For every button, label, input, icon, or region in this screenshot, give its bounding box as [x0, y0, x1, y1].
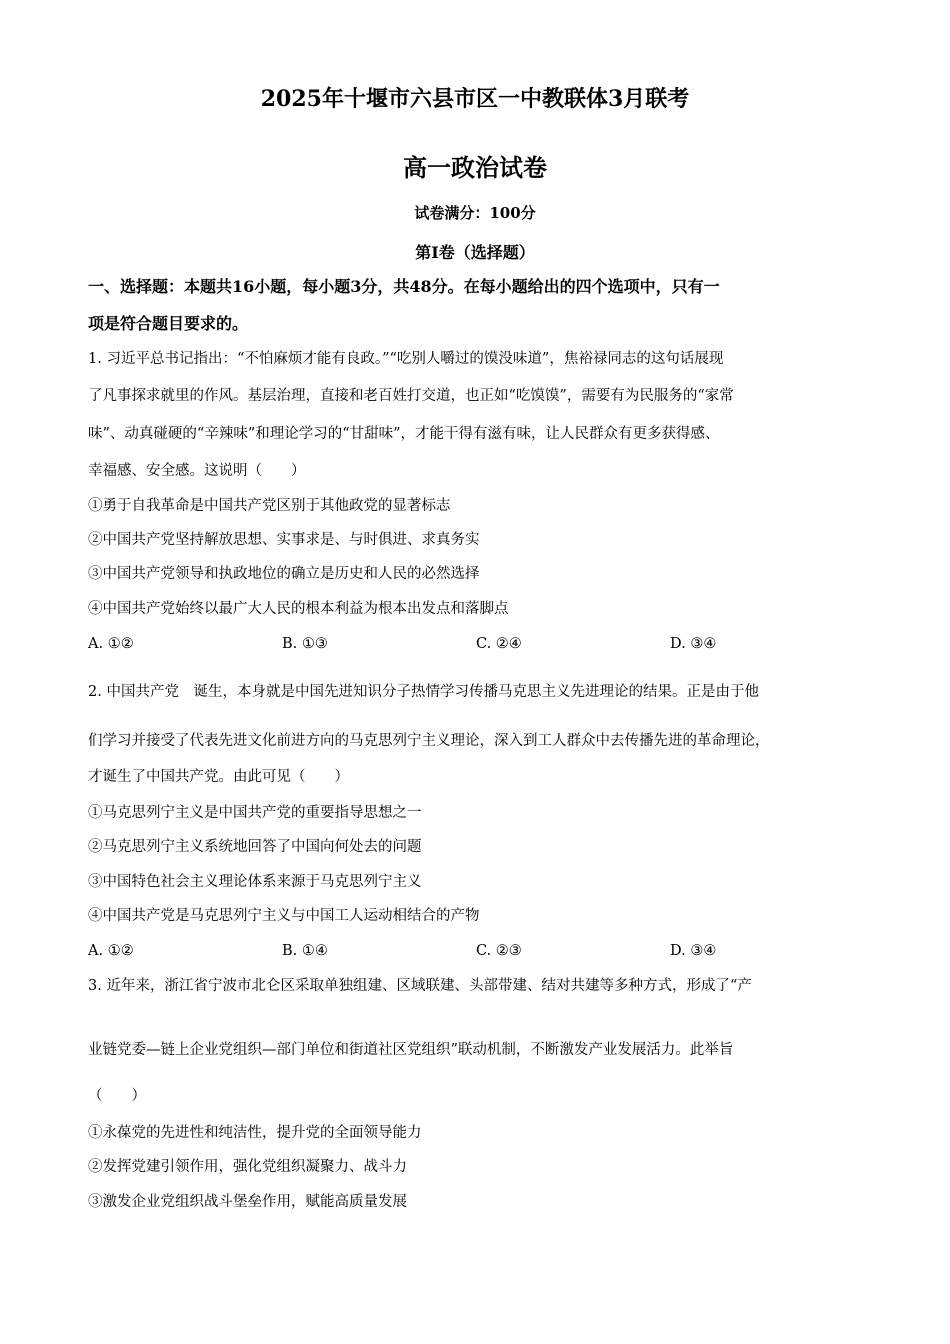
q2-option-a: A. ①②	[88, 943, 134, 959]
q2-stem-line: 2. 中国共产党 诞生，本身就是中国先进知识分子热情学习传播马克思主义先进理论的结果。正是由于他	[88, 684, 759, 700]
q1-stem-line: 了凡事探求就里的作风。基层治理，直接和老百姓打交道，也正如“吃馍馍”，需要有为民服务的“家常	[88, 388, 734, 404]
q2-option-c: C. ②③	[476, 943, 522, 959]
q1-statement: ③中国共产党领导和执政地位的确立是历史和人民的必然选择	[88, 566, 480, 582]
q2-option-b: B. ①④	[282, 943, 328, 959]
q2-stem-line: 才诞生了中国共产党。由此可见（ ）	[88, 769, 349, 785]
q2-statement: ①马克思列宁主义是中国共产党的重要指导思想之一	[88, 805, 422, 821]
q3-statement: ③激发企业党组织战斗堡垒作用，赋能高质量发展	[88, 1194, 407, 1210]
q1-option-c: C. ②④	[476, 636, 522, 652]
q3-statement: ②发挥党建引领作用，强化党组织凝聚力、战斗力	[88, 1159, 407, 1175]
q2-statement: ②马克思列宁主义系统地回答了中国向何处去的问题	[88, 839, 422, 855]
exam-subtitle: 高一政治试卷	[403, 153, 547, 182]
q3-stem-line: 3. 近年来，浙江省宁波市北仑区采取单独组建、区域联建、头部带建、结对共建等多种方式，形成了“产	[88, 978, 752, 994]
q1-option-d: D. ③④	[670, 636, 717, 652]
q2-options	[88, 941, 868, 961]
q2-statement: ④中国共产党是马克思列宁主义与中国工人运动相结合的产物	[88, 908, 480, 924]
q2-stem-line: 们学习并接受了代表先进文化前进方向的马克思列宁主义理论，深入到工人群众中去传播先进的革命理论，	[88, 733, 770, 749]
q2-option-d: D. ③④	[670, 943, 717, 959]
q1-statement: ②中国共产党坚持解放思想、实事求是、与时俱进、求真务实	[88, 532, 480, 548]
q2-statement: ③中国特色社会主义理论体系来源于马克思列宁主义	[88, 874, 422, 890]
q1-stem-line: 味”、动真碰硬的“辛辣味”和理论学习的“甘甜味”，才能干得有滋有味，让人民群众有更多获得感、	[88, 426, 720, 442]
q1-stem-line: 1. 习近平总书记指出：“不怕麻烦才能有良政。”“吃别人嚼过的馍没味道”，焦裕禄同志的这句话展现	[88, 351, 724, 367]
part-heading: 第Ⅰ卷（选择题）	[415, 243, 535, 262]
q3-stem-line: （ ）	[88, 1088, 146, 1104]
full-score: 试卷满分：100分	[414, 204, 536, 222]
q1-option-a: A. ①②	[88, 636, 134, 652]
section-instruction-line2: 项是符合题目要求的。	[88, 314, 249, 333]
q1-options	[88, 634, 868, 654]
q1-option-b: B. ①③	[282, 636, 328, 652]
q1-statement: ④中国共产党始终以最广大人民的根本利益为根本出发点和落脚点	[88, 601, 509, 617]
exam-title: 2025年十堰市六县市区一中教联体3月联考	[260, 86, 690, 112]
q1-stem-line: 幸福感、安全感。这说明（ ）	[88, 463, 306, 479]
q3-statement: ①永葆党的先进性和纯洁性，提升党的全面领导能力	[88, 1125, 422, 1141]
section-instruction-line1: 一、选择题：本题共16小题，每小题3分，共48分。在每小题给出的四个选项中，只有一	[88, 277, 720, 296]
q3-stem-line: 业链党委—链上企业党组织—部门单位和街道社区党组织”联动机制，不断激发产业发展活力。此举旨	[88, 1042, 734, 1058]
q1-statement: ①勇于自我革命是中国共产党区别于其他政党的显著标志	[88, 498, 451, 514]
